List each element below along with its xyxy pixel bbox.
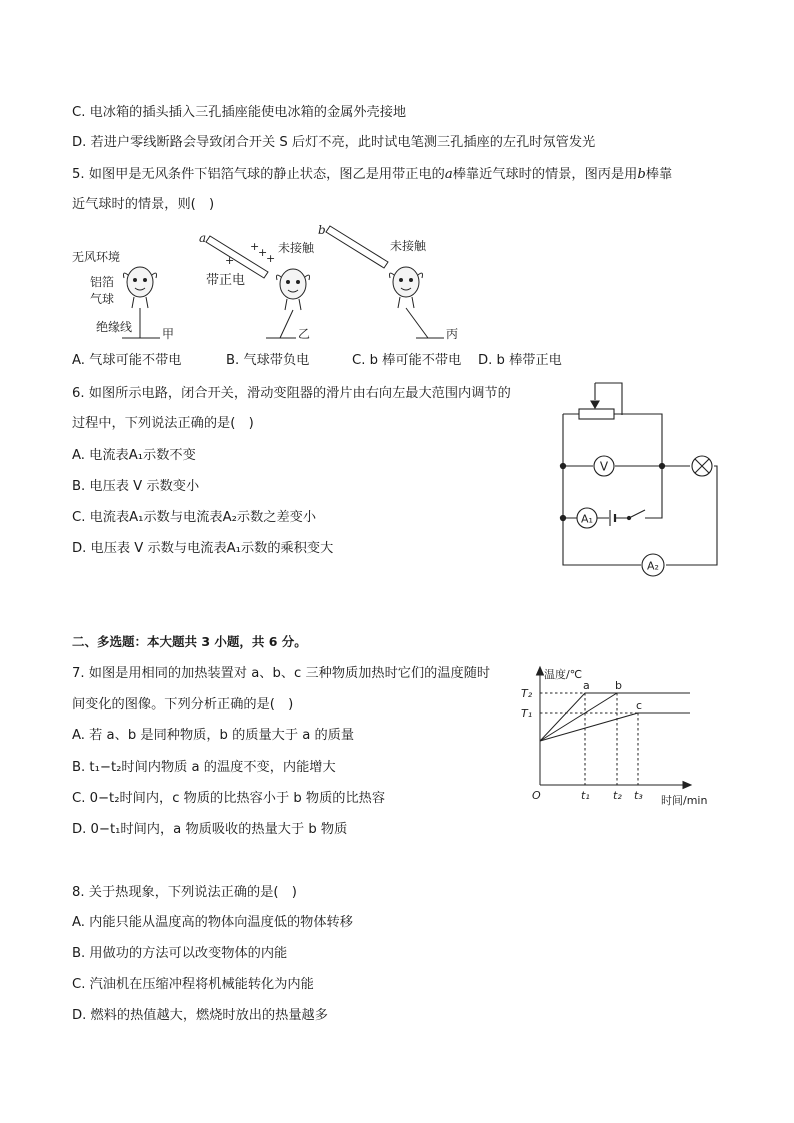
thread-yi [280, 310, 293, 338]
label-yi: 乙 [298, 327, 311, 341]
plus-sign-3: + [258, 246, 268, 259]
wire-top [563, 414, 662, 466]
q7-option-d: D. 0−t₁时间内，a 物质吸收的热量大于 b 物质 [72, 822, 348, 837]
q6-stem-line2: 过程中，下列说法正确的是( ) [72, 416, 254, 431]
series-label-a: a [583, 679, 590, 692]
switch-pivot [627, 516, 630, 519]
q4-option-d: D. 若进户零线断路会导致闭合开关 S 后灯不亮，此时试电笔测三孔插座的左孔时氖管发光 [72, 135, 596, 150]
plus-sign-4: + [266, 252, 276, 265]
thread-bing [406, 308, 428, 338]
q8-option-b: B. 用做功的方法可以改变物体的内能 [72, 946, 288, 961]
slider-arrow [591, 401, 599, 408]
junction-right [659, 463, 664, 468]
label-no-contact-1: 未接触 [278, 241, 315, 255]
q5-option-d: D. b 棒带正电 [478, 353, 562, 368]
switch-blade [629, 510, 645, 518]
label-no-contact-2: 未接触 [390, 239, 427, 253]
series-label-c: c [636, 699, 643, 712]
label-foil-1: 铝箔 [90, 275, 115, 289]
q7-option-b: B. t₁−t₂时间内物质 a 的温度不变，内能增大 [72, 760, 336, 775]
q5-var-b: b [637, 167, 646, 182]
q5-option-c: C. b 棒可能不带电 [352, 353, 462, 368]
balloon-bing [390, 267, 423, 308]
x-tick-t1: t₁ [581, 789, 590, 802]
q6-option-b: B. 电压表 V 示数变小 [72, 479, 200, 494]
ammeter-2-label: A₂ [647, 559, 659, 573]
q7-option-a: A. 若 a、b 是同种物质，b 的质量大于 a 的质量 [72, 728, 355, 743]
x-axis-arrow [683, 782, 691, 789]
q6-circuit [555, 380, 735, 580]
q8-option-d: D. 燃料的热值越大，燃烧时放出的热量越多 [72, 1008, 328, 1023]
q6-option-a: A. 电流表A₁示数不变 [72, 448, 196, 463]
series-line-a [540, 693, 690, 741]
ammeter-1-label: A₁ [581, 512, 593, 526]
q7-stem-line2: 间变化的图像。下列分析正确的是( ) [72, 697, 294, 712]
section-2-heading: 二、多选题：本大题共 3 小题，共 6 分。 [72, 634, 307, 649]
q7-option-c: C. 0−t₂时间内，c 物质的比热容小于 b 物质的比热容 [72, 791, 386, 806]
q7-chart [515, 665, 730, 810]
origin-label: O [532, 789, 541, 802]
rod-b [326, 226, 388, 268]
q5-stem [72, 165, 672, 185]
x-tick-t3: t₃ [634, 789, 643, 802]
y-tick-T1: T₁ [521, 707, 533, 720]
label-thread: 绝缘线 [96, 320, 133, 334]
plus-sign-1: + [225, 254, 235, 267]
q6-option-c: C. 电流表A₁示数与电流表A₂示数之差变小 [72, 510, 317, 525]
y-axis-arrow [537, 667, 544, 675]
q7-stem-line1: 7. 如图是用相同的加热装置对 a、b、c 三种物质加热时它们的温度随时 [72, 666, 491, 681]
x-tick-t2: t₂ [613, 789, 622, 802]
label-windless: 无风环境 [72, 250, 121, 264]
balloon-jia [124, 267, 157, 308]
voltmeter-label: V [599, 459, 609, 474]
y-axis-label: 温度/℃ [544, 668, 583, 681]
rheostat [579, 409, 614, 419]
q5-stem-line2: 近气球时的情景，则( ) [72, 197, 215, 212]
q6-stem-line1: 6. 如图所示电路，闭合开关，滑动变阻器的滑片由右向左最大范围内调节的 [72, 386, 511, 401]
label-positive: 带正电 [206, 273, 246, 288]
wire-ammeter1-branch [563, 466, 662, 518]
q5-stem-part2: 棒靠近气球时的情景，图丙是用 [452, 167, 638, 182]
y-tick-T2: T₂ [521, 687, 533, 700]
q5-options [72, 351, 562, 371]
q8-option-c: C. 汽油机在压缩冲程将机械能转化为内能 [72, 977, 314, 992]
q5-option-b: B. 气球带负电 [226, 353, 310, 368]
series-label-b: b [615, 679, 622, 692]
q5-var-a: a [444, 167, 453, 182]
rod-b-label: b [318, 223, 326, 237]
q8-option-a: A. 内能只能从温度高的物体向温度低的物体转移 [72, 915, 353, 930]
q6-option-d: D. 电压表 V 示数与电流表A₁示数的乘积变大 [72, 541, 334, 556]
junction-left-1 [560, 463, 565, 468]
label-bing: 丙 [446, 327, 459, 341]
label-foil-2: 气球 [90, 292, 115, 306]
junction-left-2 [560, 515, 565, 520]
x-axis-label: 时间/min [661, 794, 708, 807]
q5-option-a: A. 气球可能不带电 [72, 353, 182, 368]
wire-outer [563, 414, 717, 565]
q4-option-c: C. 电冰箱的插头插入三孔插座能使电冰箱的金属外壳接地 [72, 105, 407, 120]
plus-sign-2: + [250, 240, 260, 253]
q8-stem: 8. 关于热现象，下列说法正确的是( ) [72, 885, 297, 900]
label-jia: 甲 [162, 327, 175, 341]
balloon-yi [277, 269, 310, 310]
q5-stem-part3: 棒靠 [645, 167, 673, 182]
q5-stem-part1: 5. 如图甲是无风条件下铝箔气球的静止状态，图乙是用带正电的 [72, 167, 445, 182]
rod-a-label: a [199, 231, 207, 245]
q5-figure [60, 220, 480, 350]
